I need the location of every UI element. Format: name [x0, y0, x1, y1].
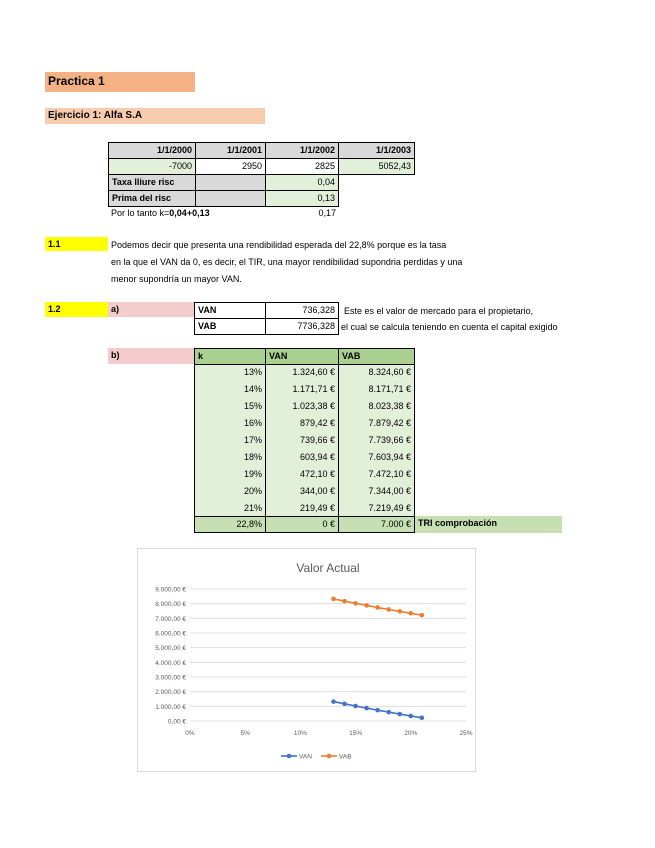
chart-title: Valor Actual: [296, 561, 360, 575]
row-van: 472,10 €: [265, 467, 339, 484]
row-vab: 8.171,71 €: [338, 382, 415, 399]
row-k: 20%: [194, 484, 266, 501]
row-van: 739,66 €: [265, 433, 339, 450]
empty-cell: [195, 174, 266, 191]
van-value[interactable]: 736,328: [265, 302, 339, 319]
cashflow-value[interactable]: 5052,43: [338, 158, 415, 175]
legend-marker-vab: [327, 754, 332, 759]
note-line: el cual se calcula teniendo en cuenta el capital exigido: [341, 322, 558, 332]
y-tick-label: 0,00 €: [167, 718, 186, 726]
answer-1-1-line: Podemos decir que presenta una rendibilidad esperada del 22,8% porque es la tasa: [111, 240, 447, 250]
y-tick-label: 2.000,00 €: [155, 689, 186, 697]
row-k: 19%: [194, 467, 266, 484]
vab-value[interactable]: 7736,328: [265, 318, 339, 335]
data-point-van: [409, 714, 414, 719]
data-point-vab: [386, 607, 391, 612]
part-a-label: a): [108, 302, 194, 317]
y-tick-label: 8.000,00 €: [155, 601, 186, 609]
cashflow-value[interactable]: -7000: [108, 158, 196, 175]
row-vab: 7.879,42 €: [338, 416, 415, 433]
data-point-van: [353, 704, 358, 709]
row-k: 14%: [194, 382, 266, 399]
data-point-van: [375, 708, 380, 713]
exercise-title: Ejercicio 1: Alfa S.A: [45, 108, 265, 124]
row-vab: 7.472,10 €: [338, 467, 415, 484]
premium-label: Prima del risc: [108, 190, 196, 207]
x-tick-label: 25%: [459, 730, 473, 737]
van-label: VAN: [194, 302, 266, 319]
part-b-label: b): [108, 348, 194, 364]
row-vab: 7.219,49 €: [338, 501, 415, 518]
date-header: 1/1/2000: [108, 142, 196, 159]
data-point-vab: [420, 613, 425, 618]
y-tick-label: 1.000,00 €: [155, 703, 186, 711]
legend-marker-van: [287, 754, 292, 759]
data-point-vab: [409, 611, 414, 616]
tri-vab: 7.000 €: [338, 516, 415, 533]
header-van: VAN: [265, 348, 339, 365]
answer-1-1-line: en la que el VAN da 0, es decir, el TIR, una mayor rendibilidad supondria perdidas y una: [111, 257, 463, 267]
x-tick-label: 5%: [240, 730, 250, 737]
tri-k: 22,8%: [194, 516, 266, 533]
cashflow-value[interactable]: 2950: [195, 158, 266, 175]
row-van: 879,42 €: [265, 416, 339, 433]
data-point-van: [397, 712, 402, 717]
vab-label: VAB: [194, 318, 266, 335]
x-tick-label: 15%: [349, 730, 363, 737]
data-point-van: [364, 706, 369, 711]
chart-svg: [138, 549, 475, 771]
row-van: 603,94 €: [265, 450, 339, 467]
date-header: 1/1/2002: [265, 142, 339, 159]
row-k: 16%: [194, 416, 266, 433]
data-point-van: [386, 710, 391, 715]
y-tick-label: 5.000,00 €: [155, 645, 186, 653]
data-point-vab: [375, 605, 380, 610]
note-line: Este es el valor de mercado para el propietario,: [344, 306, 534, 316]
data-point-van: [342, 702, 347, 707]
date-header: 1/1/2001: [195, 142, 266, 159]
y-tick-label: 4.000,00 €: [155, 659, 186, 667]
page-title: Practica 1: [45, 72, 195, 92]
premium-value[interactable]: 0,13: [265, 190, 339, 207]
risk-free-label: Taxa lliure risc: [108, 174, 196, 191]
row-k: 18%: [194, 450, 266, 467]
data-point-van: [420, 715, 425, 720]
row-van: 1.171,71 €: [265, 382, 339, 399]
row-k: 21%: [194, 501, 266, 518]
row-vab: 7.344,00 €: [338, 484, 415, 501]
tri-label: TRI comprobación: [415, 516, 562, 533]
header-vab: VAB: [338, 348, 415, 365]
question-1-1-number: 1.1: [45, 237, 108, 251]
row-k: 15%: [194, 399, 266, 416]
k-value: 0,17: [318, 208, 336, 218]
tri-van: 0 €: [265, 516, 339, 533]
legend-label-van: VAN: [299, 753, 312, 761]
row-van: 219,49 €: [265, 501, 339, 518]
row-vab: 7.739,66 €: [338, 433, 415, 450]
row-van: 1.023,38 €: [265, 399, 339, 416]
risk-free-value[interactable]: 0,04: [265, 174, 339, 191]
value-chart: [137, 548, 476, 772]
y-tick-label: 3.000,00 €: [155, 674, 186, 682]
y-tick-label: 9.000,00 €: [155, 586, 186, 594]
x-tick-label: 20%: [404, 730, 418, 737]
y-tick-label: 7.000,00 €: [155, 615, 186, 623]
data-point-vab: [342, 599, 347, 604]
row-vab: 8.023,38 €: [338, 399, 415, 416]
k-label-pre: Por lo tanto k=: [111, 208, 170, 218]
x-tick-label: 0%: [185, 730, 195, 737]
row-van: 344,00 €: [265, 484, 339, 501]
empty-cell: [195, 190, 266, 207]
data-point-vab: [364, 603, 369, 608]
y-tick-label: 6.000,00 €: [155, 630, 186, 638]
k-label: [108, 206, 266, 223]
data-point-vab: [353, 601, 358, 606]
x-tick-label: 10%: [293, 730, 307, 737]
k-label-bold: 0,04+0,13: [169, 208, 210, 218]
row-vab: 7.603,94 €: [338, 450, 415, 467]
answer-1-1-line: menor supondría un mayor VAN.: [111, 274, 242, 284]
cashflow-value[interactable]: 2825: [265, 158, 339, 175]
header-k: k: [194, 348, 266, 365]
legend-label-vab: VAB: [339, 753, 352, 761]
data-point-vab: [331, 597, 336, 602]
row-van: 1.324,60 €: [265, 365, 339, 382]
row-vab: 8.324,60 €: [338, 365, 415, 382]
row-k: 17%: [194, 433, 266, 450]
data-point-vab: [397, 609, 402, 614]
date-header: 1/1/2003: [338, 142, 415, 159]
data-point-van: [331, 699, 336, 704]
row-k: 13%: [194, 365, 266, 382]
question-1-2-number: 1.2: [45, 302, 108, 317]
